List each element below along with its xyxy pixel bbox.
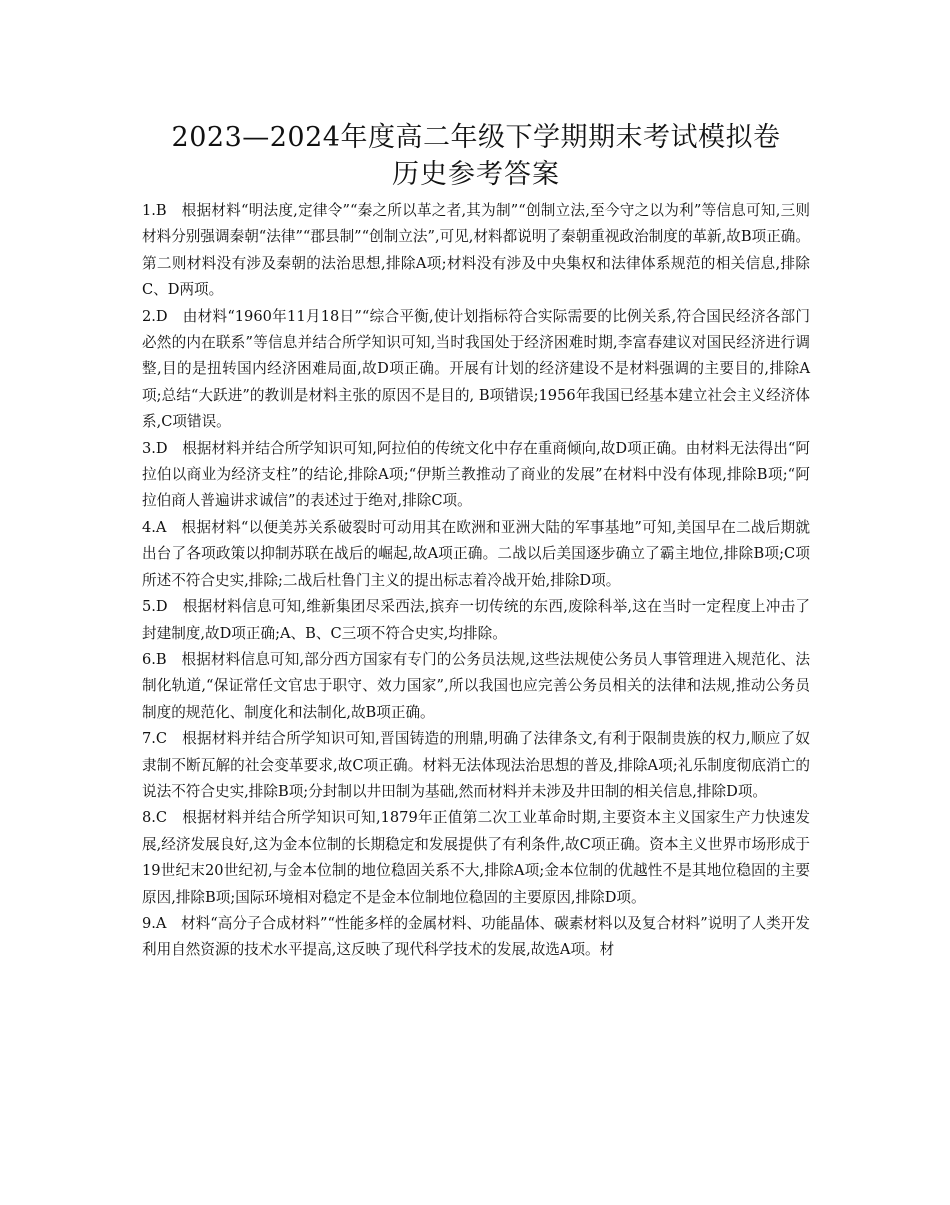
answer-item-9: 9.A 材料“高分子合成材料”“性能多样的金属材料、功能晶体、碳素材料以及复合材料”说明了人类开发利用自然资源的技术水平提高,这反映了现代科学技术的发展,故选A项。材	[142, 914, 810, 959]
answer-item-7: 7.C 根据材料并结合所学知识可知,晋国铸造的刑鼎,明确了法律条文,有利于限制贵族的权力,顺应了奴隶制不断瓦解的社会变革要求,故C项正确。材料无法体现法治思想的普及,排除A项;礼乐制度彻底消亡的说法不符合史实,排除B项;分封制以井田制为基础,然而材料并未涉及井田制的相关信息,排除D项。	[142, 730, 810, 800]
answer-sheet-page	[142, 120, 810, 964]
document-title: 2023—2024年度高二年级下学期期末考试模拟卷	[171, 122, 781, 153]
answer-item-1: 1.B 根据材料“明法度,定律令”“秦之所以革之者,其为制”“创制立法,至今守之以为利”等信息可知,三则材料分别强调秦朝“法律”“郡县制”“创制立法”,可见,材料都说明了秦朝重视政治制度的革新,故B项正确。第二则材料没有涉及秦朝的法治思想,排除A项;材料没有涉及中央集权和法律体系规范的相关信息,排除C、D两项。	[142, 202, 810, 299]
answer-item-3: 3.D 根据材料并结合所学知识可知,阿拉伯的传统文化中存在重商倾向,故D项正确。由材料无法得出“阿拉伯以商业为经济支柱”的结论,排除A项;“伊斯兰教推动了商业的发展”在材料中没有体现,排除B项;“阿拉伯商人普遍讲求诚信”的表述过于绝对,排除C项。	[142, 439, 810, 510]
answer-item-4: 4.A 根据材料“以便美苏关系破裂时可动用其在欧洲和亚洲大陆的军事基地”可知,美国早在二战后期就出台了各项政策以抑制苏联在战后的崛起,故A项正确。二战以后美国逐步确立了霸主地位,排除B项;C项所述不符合史实,排除;二战后杜鲁门主义的提出标志着冷战开始,排除D项。	[142, 518, 810, 589]
answer-item-8: 8.C 根据材料并结合所学知识可知,1879年正值第二次工业革命时期,主要资本主义国家生产力快速发展,经济发展良好,这为金本位制的长期稳定和发展提供了有利条件,故C项正确。资本主义世界市场形成于19世纪末20世纪初,与金本位制的地位稳固关系不大,排除A项;金本位制的优越性不是其地位稳固的主要原因,排除B项;国际环境相对稳定不是金本位制地位稳固的主要原因,排除D项。	[142, 809, 810, 906]
answer-list	[142, 198, 810, 964]
document-subtitle: 历史参考答案	[392, 159, 560, 190]
answer-item-2: 2.D 由材料“1960年11月18日”“综合平衡,使计划指标符合实际需要的比例关系,符合国民经济各部门必然的内在联系”等信息并结合所学知识可知,当时我国处于经济困难时期,李富春建议对国民经济进行调整,目的是扭转国内经济困难局面,故D项正确。开展有计划的经济建设不是材料强调的主要目的,排除A项;总结“大跃进”的教训是材料主张的原因不是目的, B项错误;1956年我国已经基本建立社会主义经济体系,C项错误。	[142, 307, 810, 431]
answer-item-6: 6.B 根据材料信息可知,部分西方国家有专门的公务员法规,这些法规使公务员人事管理进入规范化、法制化轨道,“保证常任文官忠于职守、效力国家”,所以我国也应完善公务员相关的法律和法规,推动公务员制度的规范化、制度化和法制化,故B项正确。	[142, 650, 810, 721]
answer-item-5: 5.D 根据材料信息可知,维新集团尽采西法,摈弃一切传统的东西,废除科举,这在当时一定程度上冲击了封建制度,故D项正确;A、B、C三项不符合史实,均排除。	[142, 598, 810, 642]
